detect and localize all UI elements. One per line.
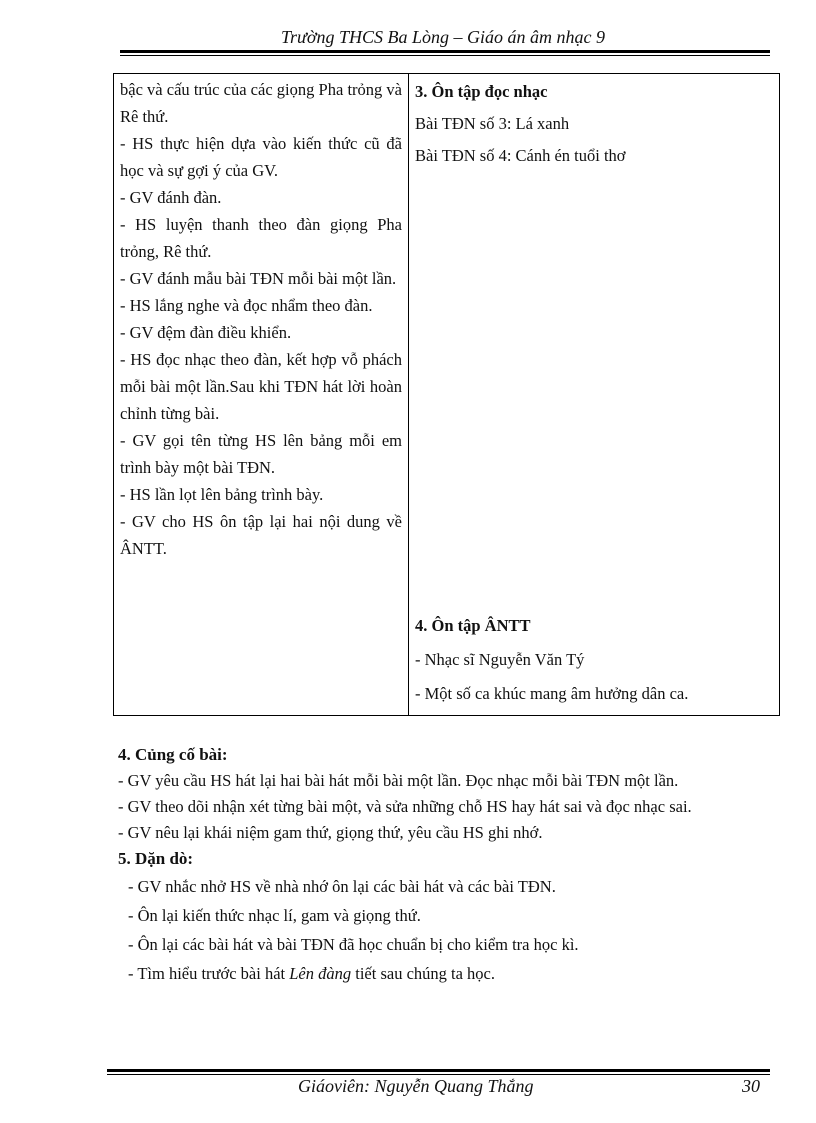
section-heading-reading: 3. Ôn tập đọc nhạc — [415, 82, 548, 101]
homework-heading: 5. Dặn dò: — [118, 849, 194, 868]
homework-item: - Ôn lại kiến thức nhạc lí, gam và giọng thứ. — [128, 906, 421, 925]
activity-line: - GV đánh mẫu bài TĐN mỗi bài một lần. — [120, 269, 397, 288]
content-item: Bài TĐN số 3: Lá xanh — [415, 114, 570, 133]
activity-line: - GV đánh đàn. — [120, 188, 222, 207]
footer-teacher-name: Giáoviên: Nguyễn Quang Thắng — [298, 1076, 534, 1096]
content-column — [409, 74, 779, 715]
content-item: - Một số ca khúc mang âm hưởng dân ca. — [415, 684, 689, 703]
content-item: Bài TĐN số 4: Cánh én tuổi thơ — [415, 146, 626, 165]
homework-item — [118, 959, 778, 988]
homework-item: - GV nhắc nhở HS về nhà nhớ ôn lại các bài hát và các bài TĐN. — [128, 877, 556, 896]
activity-line: - HS đọc nhạc theo đàn, kết hợp vỗ phách mỗi bài một lần.Sau khi TĐN hát lời hoàn chỉnh từng bài. — [120, 350, 402, 423]
activity-line: - HS lần lọt lên bảng trình bày. — [120, 485, 324, 504]
activity-line: - HS luyện thanh theo đàn giọng Pha trỏng, Rê thứ. — [120, 215, 402, 261]
activity-line: - HS thực hiện dựa vào kiến thức cũ đã học và sự gợi ý của GV. — [120, 134, 402, 180]
activity-line: - GV gọi tên từng HS lên bảng mỗi em trình bày một bài TĐN. — [120, 431, 402, 477]
song-title: Lên đàng — [289, 964, 352, 983]
page-number: 30 — [742, 1076, 760, 1096]
header-rule — [120, 50, 770, 56]
lesson-table — [113, 73, 780, 716]
content-item: - Nhạc sĩ Nguyễn Văn Tý — [415, 650, 585, 669]
activity-line: - GV cho HS ôn tập lại hai nội dung về ÂNTT. — [120, 512, 402, 558]
homework-item: - Ôn lại các bài hát và bài TĐN đã học chuẩn bị cho kiểm tra học kì. — [128, 935, 579, 954]
teacher-student-activities-column — [114, 74, 409, 715]
footer-rule — [107, 1069, 770, 1075]
consolidation-item: - GV theo dõi nhận xét từng bài một, và sửa những chỗ HS hay hát sai và đọc nhạc sai. — [118, 797, 692, 816]
antt-section — [415, 609, 755, 711]
consolidation-item: - GV yêu cầu HS hát lại hai bài hát mỗi bài một lần. Đọc nhạc mỗi bài TĐN một lần. — [118, 771, 679, 790]
homework-text: - Tìm hiểu trước bài hát — [128, 964, 290, 983]
activity-line: - HS lắng nghe và đọc nhẩm theo đàn. — [120, 296, 373, 315]
activity-line: - GV đệm đàn điều khiển. — [120, 323, 292, 342]
page-header-title: Trường THCS Ba Lòng – Giáo án âm nhạc 9 — [281, 27, 605, 47]
lesson-closing — [118, 742, 778, 988]
consolidation-heading: 4. Củng cố bài: — [118, 745, 228, 764]
homework-text: tiết sau chúng ta học. — [351, 964, 496, 983]
consolidation-item: - GV nêu lại khái niệm gam thứ, giọng thứ, yêu cầu HS ghi nhớ. — [118, 823, 543, 842]
section-heading-antt: 4. Ôn tập ÂNTT — [415, 616, 531, 635]
activity-line: bậc và cấu trúc của các giọng Pha trỏng và Rê thứ. — [120, 80, 402, 126]
